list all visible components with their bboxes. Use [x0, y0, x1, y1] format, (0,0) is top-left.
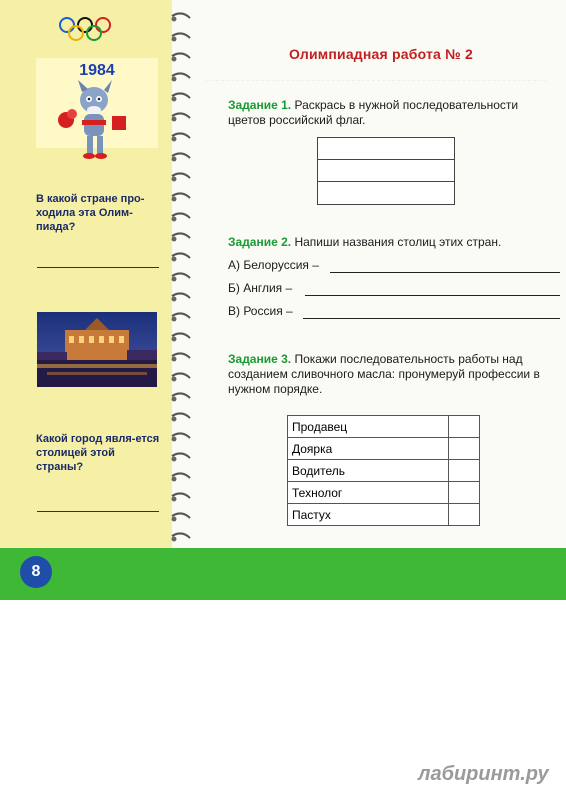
flag-coloring-box[interactable]	[317, 137, 455, 205]
capital-row-russia: В) Россия –	[228, 304, 293, 318]
task-2	[228, 235, 558, 250]
answer-line-capital[interactable]	[37, 511, 159, 512]
profession-order-input[interactable]	[449, 438, 480, 460]
task-2-text: Напиши названия столиц этих стран.	[294, 235, 502, 249]
watermark-logo: лабиринт.ру	[418, 763, 549, 785]
flag-stripe-top[interactable]	[318, 138, 454, 160]
city-photo	[37, 312, 157, 387]
profession-order-input[interactable]	[449, 504, 480, 526]
table-row	[288, 482, 480, 504]
profession-order-input[interactable]	[449, 482, 480, 504]
olympic-rings-icon	[58, 16, 112, 44]
footer-band	[0, 548, 566, 600]
profession-name: Пастух	[288, 504, 449, 526]
task-1-text: Раскрась в нужной последовательности цветов российский флаг.	[228, 98, 519, 127]
task-2-label: Задание 2.	[228, 235, 292, 249]
profession-order-input[interactable]	[449, 460, 480, 482]
table-row	[288, 460, 480, 482]
olympic-mascot-wolf-image	[54, 80, 134, 162]
profession-name: Технолог	[288, 482, 449, 504]
task-3	[228, 352, 564, 397]
table-row	[288, 416, 480, 438]
task-1-label: Задание 1.	[228, 98, 292, 112]
capital-row-belarus: А) Белоруссия –	[228, 258, 319, 272]
profession-order-input[interactable]	[449, 416, 480, 438]
page-number-badge: 8	[20, 556, 52, 588]
table-row	[288, 504, 480, 526]
flag-stripe-middle[interactable]	[318, 160, 454, 182]
year-label: 1984	[79, 62, 115, 79]
city-photo-image	[37, 312, 157, 387]
professions-table	[287, 415, 480, 526]
answer-line-country[interactable]	[37, 267, 159, 268]
spiral-binding-icon	[168, 10, 194, 548]
capital-answer-england[interactable]	[305, 295, 560, 296]
profession-name: Продавец	[288, 416, 449, 438]
task-3-text: Покажи последовательность работы над созданием сливочного масла: пронумеруй профессии в нужном порядке.	[228, 352, 540, 396]
task-3-label: Задание 3.	[228, 352, 292, 366]
sidebar-question-capital: Какой город явля-ется столицей этой страны?	[36, 433, 160, 473]
capital-answer-belarus[interactable]	[330, 272, 560, 273]
flag-stripe-bottom[interactable]	[318, 182, 454, 203]
page-title: Олимпиадная работа № 2	[289, 46, 474, 62]
profession-name: Водитель	[288, 460, 449, 482]
capital-answer-russia[interactable]	[303, 318, 560, 319]
profession-name: Доярка	[288, 438, 449, 460]
sidebar	[0, 0, 172, 548]
table-row	[288, 438, 480, 460]
capital-row-england: Б) Англия –	[228, 281, 293, 295]
sidebar-question-country: В какой стране про-ходила эта Олим-пиада?	[36, 193, 145, 233]
task-1	[228, 98, 558, 128]
